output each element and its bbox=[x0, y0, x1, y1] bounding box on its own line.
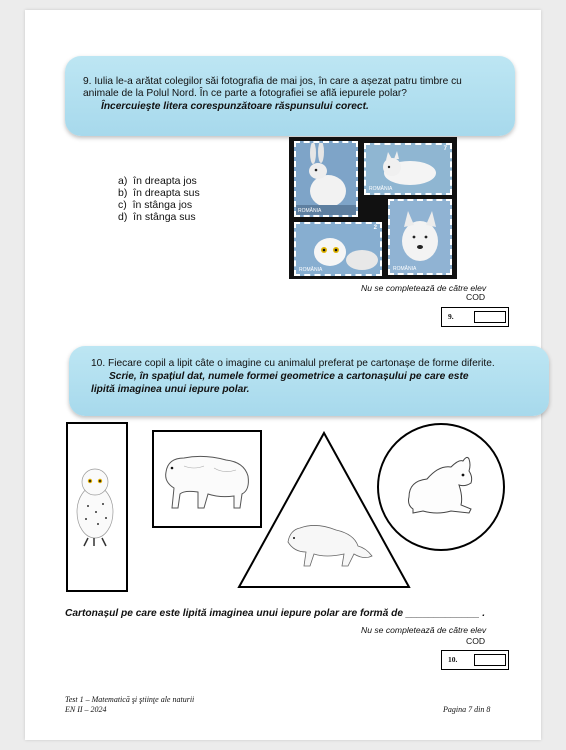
snowy-owl-icon bbox=[68, 424, 126, 590]
stamp-arctic-fox bbox=[364, 143, 452, 195]
card-tall-rectangle bbox=[66, 422, 128, 592]
stamp-label: ROMÂNIA bbox=[369, 186, 393, 192]
grading-number-10: 10. bbox=[448, 655, 458, 664]
card-circle bbox=[377, 423, 505, 551]
option-a[interactable]: a) în dreapta jos bbox=[118, 175, 197, 187]
option-d[interactable]: d) în stânga sus bbox=[118, 211, 196, 223]
question-10-line3: lipită imaginea unui iepure polar. bbox=[91, 384, 250, 395]
score-field-10[interactable] bbox=[474, 654, 506, 666]
option-b[interactable]: b) în dreapta sus bbox=[118, 187, 200, 199]
question-9-instruction: Încercuieşte litera corespunzătoare răspunsului corect. bbox=[101, 101, 369, 112]
footer-exam-line: EN II – 2024 bbox=[65, 705, 107, 714]
polar-hare-icon bbox=[379, 425, 503, 549]
grading-box-9 bbox=[441, 307, 509, 327]
grading-number-9: 9. bbox=[448, 312, 454, 321]
page-number: Pagina 7 din 8 bbox=[443, 705, 491, 714]
grading-box-10 bbox=[441, 650, 509, 670]
stamps-photo bbox=[289, 137, 457, 279]
cod-label-10: COD bbox=[466, 636, 486, 646]
grading-note-10: Nu se completează de către elev bbox=[361, 625, 487, 635]
question-10-box bbox=[69, 346, 549, 416]
exam-page bbox=[25, 10, 541, 740]
arctic-wolf-icon bbox=[390, 201, 450, 273]
footer-test-line: Test 1 – Matematică şi ştiinţe ale naturii bbox=[65, 695, 195, 704]
answer-options bbox=[118, 175, 200, 223]
stamp-polar-hare bbox=[294, 141, 358, 217]
stamp-value: 2 bbox=[373, 225, 377, 231]
stamp-label: ROMÂNIA bbox=[299, 267, 323, 273]
option-c[interactable]: c) în stânga jos bbox=[118, 199, 193, 211]
stamp-arctic-wolf bbox=[388, 199, 452, 275]
cod-label-9: COD bbox=[466, 292, 486, 302]
stamp-label: ROMÂNIA bbox=[393, 266, 417, 272]
question-10-line2: Scrie, în spațiul dat, numele formei geometrice a cartonașului pe care este bbox=[109, 371, 469, 382]
question-10-line1: 10. Fiecare copil a lipit câte o imagine cu animalul preferat pe cartonașe de forme diferite. bbox=[91, 358, 495, 369]
grading-note-9: Nu se completează de către elev bbox=[361, 283, 487, 293]
answer-line[interactable]: Cartonașul pe care este lipită imaginea unui iepure polar are formă de _____________ . bbox=[65, 608, 486, 619]
question-9-line1: 9. Iulia le-a arătat colegilor săi fotografia de mai jos, în care a așezat patru timbre cu bbox=[83, 76, 462, 87]
stamp-value: 7 bbox=[443, 146, 447, 152]
polar-hare-icon bbox=[296, 143, 356, 215]
stamp-snowy-owl bbox=[294, 222, 382, 276]
stamp-label: ROMÂNIA bbox=[298, 208, 322, 214]
question-9-box bbox=[65, 56, 515, 136]
question-9-line2: animale de la Polul Nord. În ce parte a fotografiei se află iepurele polar? bbox=[83, 88, 407, 99]
score-field-9[interactable] bbox=[474, 311, 506, 323]
